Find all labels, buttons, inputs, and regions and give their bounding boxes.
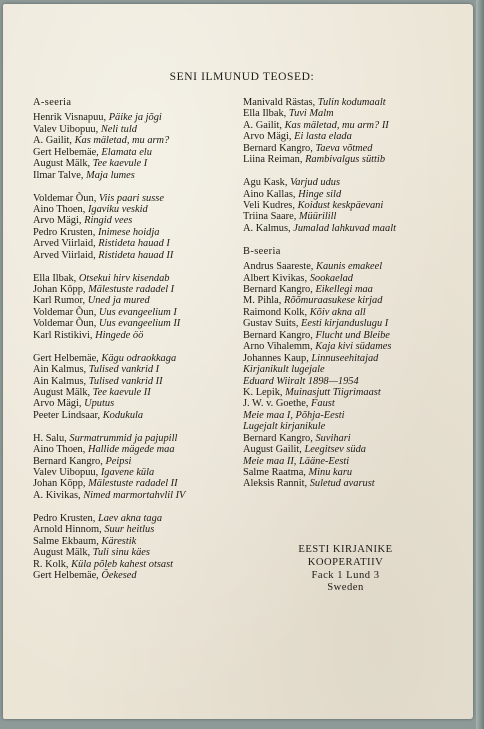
book-title: Suur heitlus — [104, 524, 155, 536]
book-author: Henrik Visnapuu, — [33, 112, 107, 124]
book-title: Suletud avarust — [309, 478, 375, 490]
book-entry — [33, 227, 233, 238]
book-title: Jumalad lahkuvad maalt — [293, 222, 396, 234]
book-title: Hallide mägede maa — [87, 444, 175, 456]
book-title: Hingede öö — [95, 329, 144, 341]
book-title: Kärestik — [101, 535, 137, 547]
book-title: Ringid vees — [84, 215, 133, 227]
book-author: Gert Helbemäe, — [33, 146, 99, 158]
book-author: Pedro Krusten, — [33, 512, 96, 524]
book-entry — [243, 108, 448, 119]
book-title: Kaja kivi südames — [315, 341, 392, 353]
book-title: Linnuseehitajad — [311, 352, 379, 364]
book-title: Küla põleb kahest otsast — [71, 558, 174, 570]
book-title: Meie maa II, Lääne-Eesti — [243, 455, 350, 467]
section-gap — [33, 341, 233, 352]
book-entry — [243, 273, 448, 284]
book-title: Tulin kodumaalt — [317, 97, 386, 108]
book-entry — [243, 131, 448, 142]
book-entry — [243, 307, 448, 318]
publisher-name-line-1: EESTI KIRJANIKE — [298, 544, 393, 555]
book-title: Maja lumes — [86, 169, 135, 181]
book-author: Arvo Mägi, — [243, 131, 292, 143]
book-title: Müürilill — [298, 211, 337, 223]
book-title: Uned ja mured — [87, 295, 150, 307]
book-author: Andrus Saareste, — [243, 261, 314, 273]
book-title: Tuvi Malm — [288, 108, 334, 120]
section-gap — [33, 261, 233, 272]
book-entry — [243, 341, 448, 352]
book-title: Muinasjutt Tiigrimaast — [285, 386, 381, 398]
book-author: Ilmar Talve, — [33, 169, 84, 181]
section-gap — [33, 421, 233, 432]
book-entry — [243, 211, 448, 222]
book-title: Kirjanikult lugejale — [243, 364, 325, 376]
book-entry — [33, 284, 233, 295]
series-heading — [33, 97, 233, 108]
book-title: Mälestuste radadel I — [88, 284, 175, 295]
section-gap — [243, 234, 448, 245]
book-entry — [33, 112, 233, 123]
book-title: Flucht und Bleibe — [315, 329, 390, 341]
book-entry — [243, 376, 448, 387]
book-entry — [33, 215, 233, 226]
book-entry — [33, 158, 233, 169]
book-entry — [243, 387, 448, 398]
book-entry — [243, 353, 448, 364]
right-book-list — [243, 97, 448, 490]
book-author: Aino Thoen, — [33, 444, 86, 456]
book-entry — [33, 364, 233, 375]
book-entry — [33, 410, 233, 421]
book-author: Salme Ekbaum, — [33, 535, 99, 547]
book-title: Varjud udus — [290, 177, 341, 189]
book-title: Laev akna taga — [97, 512, 163, 524]
publisher-country: Sweden — [327, 582, 364, 594]
book-title: Inimese hoidja — [97, 226, 160, 238]
book-entry — [33, 524, 233, 535]
book-entry — [33, 490, 233, 501]
book-author: Aino Kallas, — [243, 188, 296, 200]
book-author: Ain Kalmus, — [33, 375, 87, 387]
book-entry — [33, 387, 233, 398]
book-author: Manivald Rästas, — [243, 97, 316, 108]
book-entry — [33, 307, 233, 318]
book-entry — [33, 295, 233, 306]
book-entry — [33, 250, 233, 261]
book-entry — [243, 478, 448, 489]
book-entry — [243, 330, 448, 341]
publisher-block — [243, 544, 448, 595]
book-title: Kägu odraokkaga — [101, 352, 177, 364]
book-title: Ristideta hauad I — [98, 238, 170, 250]
book-author: Albert Kivikas, — [243, 272, 308, 284]
book-entry — [33, 204, 233, 215]
book-title: Kas mäletad, mu arm? — [74, 135, 170, 147]
book-author: Voldemar Õun, — [33, 306, 97, 318]
book-entry — [33, 444, 233, 455]
book-entry — [33, 456, 233, 467]
book-author: Pedro Krusten, — [33, 226, 96, 238]
book-author: H. Salu, — [33, 432, 67, 444]
book-entry — [243, 410, 448, 421]
book-title: Ristideta hauad II — [98, 249, 174, 261]
book-entry — [243, 284, 448, 295]
book-title: Suvihari — [315, 432, 351, 444]
book-title: Igavene küla — [100, 467, 155, 478]
book-author: Liina Reiman, — [243, 154, 303, 166]
book-title: Tulised vankrid II — [88, 375, 163, 387]
book-author: Ella Ilbak, — [33, 272, 77, 284]
book-author: Arved Viirlaid, — [33, 249, 96, 261]
book-entry — [33, 238, 233, 249]
section-gap — [33, 501, 233, 512]
book-title: Eduard Wiiralt 1898—1954 — [243, 375, 359, 387]
book-title: Tee kaevule II — [92, 386, 151, 398]
book-author: Peeter Lindsaar, — [33, 409, 101, 421]
book-author: Veli Kudres, — [243, 199, 295, 211]
book-author: Valev Uibopuu, — [33, 467, 99, 478]
book-title: Igaviku veskid — [87, 203, 148, 215]
book-author: Voldemar Õun, — [33, 192, 97, 204]
book-author: A. Gailit, — [243, 119, 282, 131]
book-entry — [243, 177, 448, 188]
book-entry — [33, 376, 233, 387]
book-author: Johan Kõpp, — [33, 284, 86, 295]
book-entry — [33, 193, 233, 204]
book-author: Valev Uibopuu, — [33, 123, 99, 135]
book-author: A. Kalmus, — [243, 222, 291, 234]
book-title: Uus evangeelium II — [98, 318, 181, 330]
book-entry — [33, 559, 233, 570]
book-title: Tee kaevule I — [92, 158, 148, 170]
book-entry — [243, 398, 448, 409]
book-author: August Gailit, — [243, 444, 302, 456]
book-title: Koidust keskpäevani — [297, 199, 384, 211]
book-author: Aino Thoen, — [33, 203, 86, 215]
book-entry — [33, 547, 233, 558]
book-title: Otsekui hirv kisendab — [78, 272, 170, 284]
book-entry — [243, 120, 448, 131]
book-entry — [33, 318, 233, 329]
book-author: K. Lepik, — [243, 386, 283, 398]
book-title: Lugejalt kirjanikule — [243, 421, 326, 433]
book-title: Päike ja jõgi — [108, 112, 162, 124]
book-author: Raimond Kolk, — [243, 306, 308, 318]
book-entry — [33, 147, 233, 158]
book-author: Ain Kalmus, — [33, 364, 87, 376]
book-entry — [243, 444, 448, 455]
book-author: Karl Ristikivi, — [33, 329, 93, 341]
book-title: Kas mäletad, mu arm? II — [284, 119, 389, 131]
book-title: Tulised vankrid I — [88, 364, 160, 376]
book-entry — [243, 154, 448, 165]
left-book-list — [33, 97, 233, 581]
book-entry — [33, 170, 233, 181]
book-title: Meie maa I, Põhja-Eesti — [243, 409, 345, 421]
book-author: Arved Viirlaid, — [33, 238, 96, 250]
book-entry — [33, 433, 233, 444]
book-entry — [243, 421, 448, 432]
book-author: Ella Ilbak, — [243, 108, 287, 120]
book-author: August Mälk, — [33, 158, 91, 170]
book-author: Arvo Mägi, — [33, 215, 82, 227]
series-heading — [243, 246, 448, 257]
book-entry — [243, 295, 448, 306]
book-entry — [33, 398, 233, 409]
book-entry — [33, 570, 233, 581]
book-author: R. Kolk, — [33, 558, 69, 570]
book-author: Gert Helbemäe, — [33, 569, 99, 581]
book-entry — [33, 124, 233, 135]
book-author: Gert Helbemäe, — [33, 352, 99, 364]
book-entry — [33, 135, 233, 146]
book-entry — [243, 223, 448, 234]
book-entry — [243, 433, 448, 444]
book-title: Leegitsev süda — [304, 444, 366, 456]
book-cover-edge — [476, 0, 484, 729]
book-title: Uputus — [84, 398, 115, 410]
section-gap — [243, 166, 448, 177]
book-author: Arnold Hinnom, — [33, 524, 102, 536]
book-entry — [33, 353, 233, 364]
series-label: B-seeria — [243, 245, 281, 257]
book-author: Arvo Mägi, — [33, 398, 82, 410]
book-title: Neli tuld — [100, 123, 137, 135]
book-author: Agu Kask, — [243, 177, 288, 189]
book-title: Mälestuste radadel II — [88, 478, 178, 490]
book-author: Bernard Kangro, — [243, 329, 313, 341]
book-entry — [243, 143, 448, 154]
book-entry — [243, 467, 448, 478]
book-entry — [243, 456, 448, 467]
book-entry — [243, 318, 448, 329]
book-author: J. W. v. Goethe, — [243, 398, 309, 410]
book-title: Rambivalgus süttib — [305, 154, 386, 166]
book-author: August Mälk, — [33, 386, 91, 398]
book-author: Salme Raatma, — [243, 467, 306, 478]
book-title: Hinge sild — [298, 188, 342, 200]
book-title: Taeva võtmed — [315, 142, 373, 154]
book-title: Sookaelad — [309, 272, 353, 284]
book-author: Johannes Kaup, — [243, 352, 309, 364]
book-author: Voldemar Õun, — [33, 318, 97, 330]
book-author: Bernard Kangro, — [33, 455, 103, 467]
series-label: A-seeria — [33, 97, 72, 108]
book-title: Viis paari susse — [98, 192, 164, 204]
book-author: August Mälk, — [33, 547, 91, 559]
book-author: A. Kivikas, — [33, 489, 81, 501]
book-title: Kaunis emakeel — [316, 261, 383, 273]
book-author: Aleksis Rannit, — [243, 478, 308, 490]
book-entry — [33, 478, 233, 489]
book-author: Arno Vihalemm, — [243, 341, 313, 353]
book-entry — [33, 273, 233, 284]
book-entry — [33, 536, 233, 547]
book-title: Õekesed — [101, 569, 137, 581]
book-title: Minu karu — [308, 467, 353, 478]
book-entry — [243, 200, 448, 211]
book-title: Faust — [311, 398, 335, 410]
book-title: Kõiv akna all — [309, 306, 366, 318]
book-author: Bernard Kangro, — [243, 432, 313, 444]
book-author: Bernard Kangro, — [243, 142, 313, 154]
book-title: Eesti kirjanduslugu I — [301, 318, 389, 330]
section-gap — [33, 181, 233, 192]
book-entry — [243, 97, 448, 108]
publisher-name-line-2: KOOPERATIIV — [307, 556, 384, 568]
book-title: Uus evangeelium I — [98, 306, 177, 318]
book-author: Bernard Kangro, — [243, 284, 313, 295]
book-entry — [243, 364, 448, 375]
book-author: Johan Kõpp, — [33, 478, 86, 490]
book-title: Tuli sinu käes — [92, 547, 150, 559]
book-title: Elamata elu — [101, 146, 152, 158]
book-entry — [243, 189, 448, 200]
book-author: M. Pihla, — [243, 295, 282, 307]
book-title: Rõõmuraasukese kirjad — [284, 295, 383, 307]
book-title: Nimed marmortahvlil IV — [83, 489, 186, 501]
book-author: Triina Saare, — [243, 211, 297, 223]
publisher-address: Fack 1 Lund 3 — [311, 569, 380, 581]
book-title: Ei lasta elada — [294, 131, 352, 143]
book-title: Peipsi — [105, 455, 132, 467]
book-title: Eikellegi maa — [315, 284, 373, 295]
book-entry — [33, 513, 233, 524]
book-title: Kodukula — [102, 409, 144, 421]
book-author: Karl Rumor, — [33, 295, 86, 307]
book-entry — [33, 330, 233, 341]
book-title: Surmatrummid ja pajupill — [69, 432, 178, 444]
book-author: Gustav Suits, — [243, 318, 299, 330]
book-author: A. Gailit, — [33, 135, 72, 147]
book-entry — [33, 467, 233, 478]
book-entry — [243, 261, 448, 272]
page-heading: SENI ILMUNUD TEOSED: — [169, 71, 315, 83]
